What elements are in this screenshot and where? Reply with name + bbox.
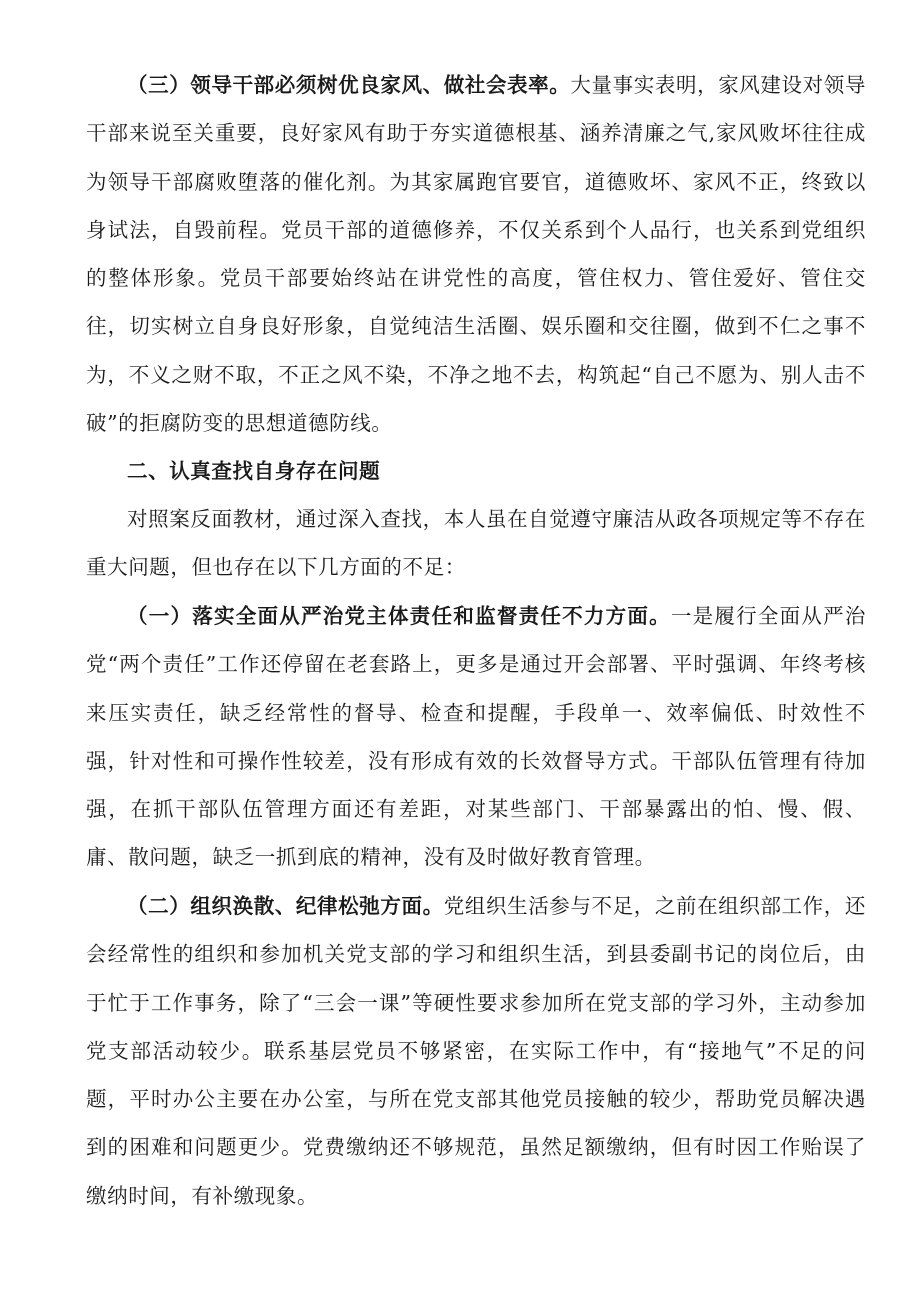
item-paragraph-discipline [86,882,866,1220]
paragraph-lead: （三）领导干部必须树优良家风、做社会表率。 [127,73,571,97]
item-lead: （二）组织涣散、纪律松弛方面。 [127,894,444,918]
item-body: 党组织生活参与不足，之前在组织部工作，还会经常性的组织和参加机关党支部的学习和组织生活，到县委副书记的岗位后，由于忙于工作事务，除了“三会一课”等硬性要求参加所在党支部的学习外，主动参加党支部活动较少。联系基层党员不够紧密，在实际工作中，有“接地气”不足的问题，平时办公主要在办公室，与所在党支部其他党员接触的较少，帮助党员解决遇到的困难和问题更少。党费缴纳还不够规范，虽然足额缴纳，但有时因工作贻误了缴纳时间，有补缴现象。 [86,894,867,1208]
section-heading: 二、认真查找自身存在问题 [127,459,381,483]
intro-paragraph: 对照案反面教材，通过深入查找，本人虽在自觉遵守廉洁从政各项规定等不存在重大问题，但也存在以下几方面的不足： [86,507,866,580]
item-body: 一是履行全面从严治党“两个责任”工作还停留在老套路上，更多是通过开会部署、平时强调、年终考核来压实责任，缺乏经常性的督导、检查和提醒，手段单一、效率偏低、时效性不强，针对性和可操作性较差，没有形成有效的长效督导方式。干部队伍管理有待加强，在抓干部队伍管理方面还有差距，对某些部门、干部暴露出的怕、慢、假、庸、散问题，缺乏一抓到底的精神，没有及时做好教育管理。 [86,604,866,870]
item-paragraph-responsibility [86,592,866,882]
paragraph-body: 大量事实表明，家风建设对领导干部来说至关重要，良好家风有助于夯实道德根基、涵养清廉之气,家风败坏往往成为领导干部腐败堕落的催化剂。为其家属跑官要官，道德败坏、家风不正，终致以身试法，自毁前程。党员干部的道德修养，不仅关系到个人品行，也关系到党组织的整体形象。党员干部要始终站在讲党性的高度，管住权力、管住爱好、管住交往，切实树立自身良好形象，自觉纯洁生活圈、娱乐圈和交往圈，做到不仁之事不为，不义之财不取，不正之风不染，不净之地不去，构筑起“自己不愿为、别人击不破”的拒腐防变的思想道德防线。 [86,73,866,436]
item-lead: （一）落实全面从严治党主体责任和监督责任不力方面。 [127,604,671,628]
paragraph-family-style [86,61,866,447]
